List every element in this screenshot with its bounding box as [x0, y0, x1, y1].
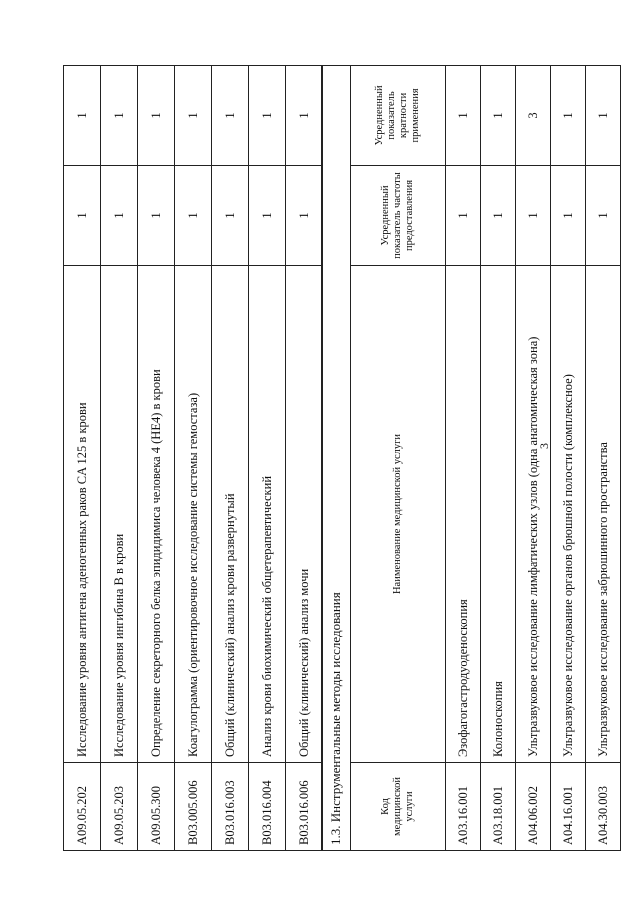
section-title: 1.3. Инструментальные методы исследования	[322, 65, 351, 850]
table-row	[446, 65, 481, 850]
frequency-value: 1	[516, 166, 551, 266]
frequency-value: 1	[286, 166, 323, 266]
frequency-value: 1	[212, 166, 249, 266]
section-title-row	[322, 65, 351, 850]
column-header-name: Наименование медицинской услуги	[351, 266, 446, 763]
multiplicity-value: 3	[516, 65, 551, 165]
table-row	[586, 65, 621, 850]
frequency-value: 1	[551, 166, 586, 266]
service-code: A09.05.300	[138, 763, 175, 851]
service-name: Эзофагогастродуоденоскопия	[446, 266, 481, 763]
table-row	[175, 66, 212, 851]
multiplicity-value: 1	[249, 66, 286, 166]
table-row	[101, 66, 138, 851]
multiplicity-value: 1	[586, 65, 621, 165]
column-header-code: Код медицинской услуги	[351, 763, 446, 851]
service-code: B03.016.006	[286, 763, 323, 851]
service-code: A04.06.002	[516, 763, 551, 851]
multiplicity-value: 1	[286, 66, 323, 166]
table-row	[481, 65, 516, 850]
column-header-multiplicity: Усредненный показатель кратности применения	[351, 65, 446, 165]
service-name: Колоноскопия	[481, 266, 516, 763]
service-name: Ультразвуковое исследование забрюшинного пространства	[586, 266, 621, 763]
service-code: A04.16.001	[551, 763, 586, 851]
frequency-value: 1	[446, 166, 481, 266]
service-name: Коагулограмма (ориентировочное исследование системы гемостаза)	[175, 266, 212, 763]
table-header-row	[351, 65, 446, 850]
table-row	[286, 66, 323, 851]
multiplicity-value: 1	[101, 66, 138, 166]
table-row	[138, 66, 175, 851]
service-code: A09.05.202	[64, 763, 101, 851]
frequency-value: 1	[175, 166, 212, 266]
service-code: B03.016.004	[249, 763, 286, 851]
service-name: Общий (клинический) анализ мочи	[286, 266, 323, 763]
lab-tests-table	[63, 65, 323, 851]
service-name: Исследование уровня антигена аденогенных раков CA 125 в крови	[64, 266, 101, 763]
service-code: A09.05.203	[101, 763, 138, 851]
service-code: A04.30.003	[586, 763, 621, 851]
service-name: Ультразвуковое исследование органов брюшной полости (комплексное)	[551, 266, 586, 763]
frequency-value: 1	[481, 166, 516, 266]
service-name: Анализ крови биохимический общетерапевтический	[249, 266, 286, 763]
table-row	[64, 66, 101, 851]
instrumental-methods-table	[321, 65, 621, 851]
multiplicity-value: 1	[212, 66, 249, 166]
rotated-page-content	[63, 66, 610, 851]
service-name: Определение секреторного белка эпидидимиса человека 4 (HE4) в крови	[138, 266, 175, 763]
column-header-frequency: Усредненный показатель частоты предоставления	[351, 166, 446, 266]
multiplicity-value: 1	[64, 66, 101, 166]
multiplicity-value: 1	[551, 65, 586, 165]
frequency-value: 1	[101, 166, 138, 266]
service-name: Общий (клинический) анализ крови развернутый	[212, 266, 249, 763]
frequency-value: 1	[64, 166, 101, 266]
service-code: A03.16.001	[446, 763, 481, 851]
service-name: Ультразвуковое исследование лимфатических узлов (одна анатомическая зона)	[516, 266, 551, 763]
frequency-value: 1	[138, 166, 175, 266]
frequency-value: 1	[586, 166, 621, 266]
table-row	[249, 66, 286, 851]
service-code: A03.18.001	[481, 763, 516, 851]
service-code: B03.005.006	[175, 763, 212, 851]
multiplicity-value: 1	[446, 65, 481, 165]
frequency-value: 1	[249, 166, 286, 266]
page-number: 3	[537, 443, 551, 449]
table-row	[516, 65, 551, 850]
table-row	[212, 66, 249, 851]
table-row	[551, 65, 586, 850]
service-name: Исследование уровня ингибина B в крови	[101, 266, 138, 763]
service-code: B03.016.003	[212, 763, 249, 851]
multiplicity-value: 1	[138, 66, 175, 166]
multiplicity-value: 1	[175, 66, 212, 166]
multiplicity-value: 1	[481, 65, 516, 165]
